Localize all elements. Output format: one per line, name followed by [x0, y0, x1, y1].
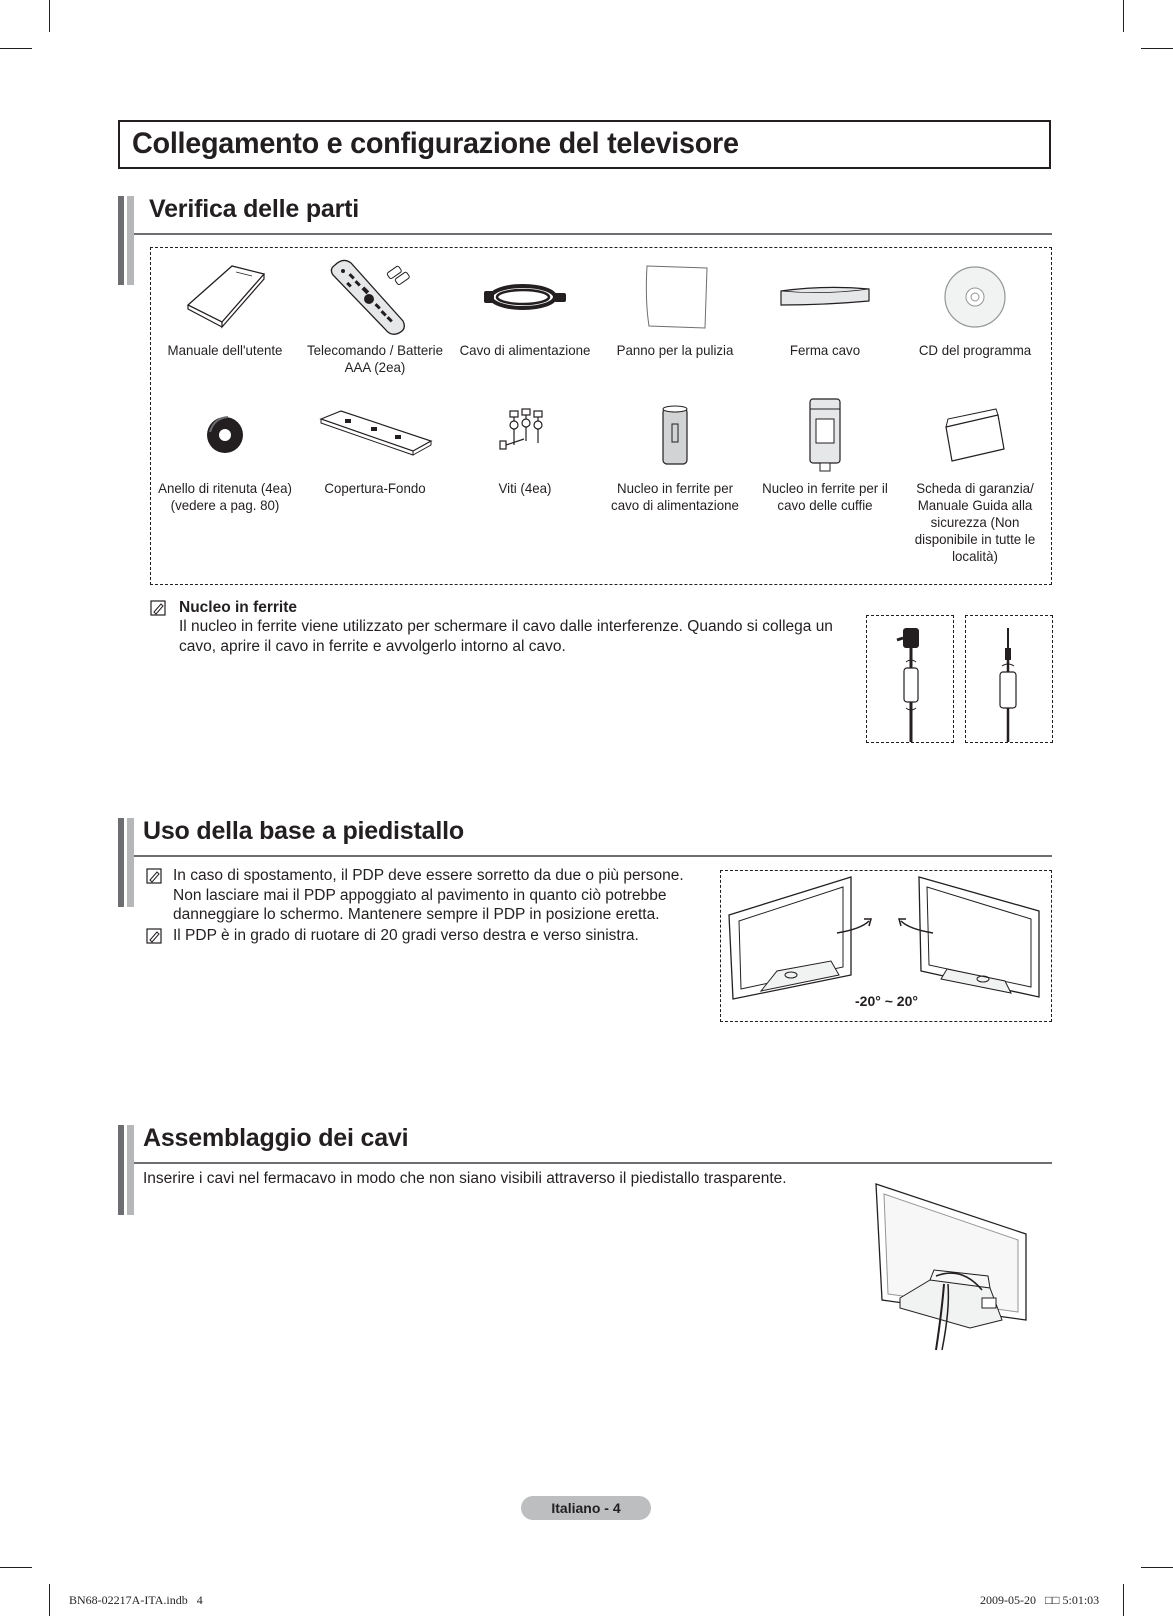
footer-file: BN68-02217A-ITA.indb 4 [69, 1593, 203, 1607]
section-bar [118, 1125, 134, 1215]
part-item [900, 390, 1050, 565]
part-label: Ferma cavo [789, 342, 861, 358]
part-label: Nucleo in ferrite per il cavo delle cuffie [762, 480, 888, 513]
note-text: Il nucleo in ferrite viene utilizzato per schermare il cavo dalle interferenze. Quando si collega un cavo, aprire il cavo in ferrite e avvolgerlo intorno al cavo. [179, 618, 833, 655]
ferrite-illustration-power [866, 615, 954, 743]
stand-note-1: In caso di spostamento, il PDP deve essere sorretto da due o più persone. Non lasciare mai il PDP appoggiato al pavimento in quanto ciò potrebbe danneggiare lo schermo. Mantenere sempre il PDP in posizione eretta. [173, 867, 684, 923]
page-title: Collegamento e configurazione del televisore [132, 127, 739, 160]
part-item [150, 390, 300, 514]
part-item [450, 252, 600, 359]
part-label: Panno per la pulizia [616, 342, 734, 358]
part-item [300, 390, 450, 497]
section-title-cables: Assemblaggio dei cavi [143, 1124, 409, 1152]
part-label: Scheda di garanzia/ Manuale Guida alla sicurezza (Non disponibile in tutte le località) [914, 480, 1036, 564]
cable-assembly-illustration [870, 1180, 1030, 1360]
crop-mark [1123, 0, 1124, 32]
warranty-card-icon [900, 390, 1050, 480]
part-item [750, 252, 900, 359]
screws-icon [450, 390, 600, 480]
ferrite-illustration-headphone [965, 615, 1053, 743]
rotation-illustration [720, 870, 1052, 1022]
power-cord-icon [450, 252, 600, 342]
manual-icon [150, 252, 300, 342]
section-rule [134, 1162, 1052, 1164]
cable-holder-icon [750, 252, 900, 342]
part-label: CD del programma [918, 342, 1032, 358]
footer-date: 2009-05-20 □□ 5:01:03 [980, 1593, 1100, 1607]
cloth-icon [600, 252, 750, 342]
note-icon [150, 600, 166, 616]
part-item [600, 390, 750, 514]
crop-mark [1123, 1584, 1124, 1616]
remote-icon [300, 252, 450, 342]
page-title-box [118, 120, 1051, 169]
part-item [300, 252, 450, 376]
part-label: Viti (4ea) [498, 480, 552, 496]
cables-text: Inserire i cavi nel fermacavo in modo che non siano visibili attraverso il piedistallo trasparente. [143, 1170, 787, 1187]
part-label: Copertura-Fondo [324, 480, 426, 496]
ferrite-core-headphone-icon [750, 390, 900, 480]
part-item [150, 252, 300, 359]
rotation-label: -20° ~ 20° [855, 993, 918, 1009]
part-label: Telecomando / Batterie AAA (2ea) [306, 342, 444, 375]
stand-note-2: Il PDP è in grado di ruotare di 20 gradi verso destra e verso sinistra. [173, 927, 639, 944]
crop-mark [0, 1567, 32, 1568]
crop-mark [1141, 48, 1173, 49]
part-item [450, 390, 600, 497]
part-label: Nucleo in ferrite per cavo di alimentazione [611, 480, 739, 513]
section-rule [134, 233, 1052, 235]
section-rule [134, 855, 1052, 857]
crop-mark [49, 0, 50, 32]
section-title-parts: Verifica delle parti [149, 195, 359, 223]
page-number: Italiano - 4 [521, 1496, 651, 1520]
ring-icon [150, 390, 300, 480]
section-bar [118, 818, 134, 907]
crop-mark [49, 1584, 50, 1616]
cd-icon [900, 252, 1050, 342]
bottom-cover-icon [300, 390, 450, 480]
ferrite-core-icon [600, 390, 750, 480]
crop-mark [1141, 1567, 1173, 1568]
part-item [900, 252, 1050, 359]
note-icon [146, 868, 162, 884]
note-heading: Nucleo in ferrite [179, 599, 297, 616]
part-item [750, 390, 900, 514]
part-label: Cavo di alimentazione [459, 342, 591, 358]
crop-mark [0, 48, 32, 49]
section-title-stand: Uso della base a piedistallo [143, 817, 464, 845]
section-bar [118, 196, 134, 285]
note-icon [146, 928, 162, 944]
part-label: Anello di ritenuta (4ea) (vedere a pag. 80) [158, 480, 292, 513]
part-item [600, 252, 750, 359]
part-label: Manuale dell'utente [167, 342, 283, 358]
